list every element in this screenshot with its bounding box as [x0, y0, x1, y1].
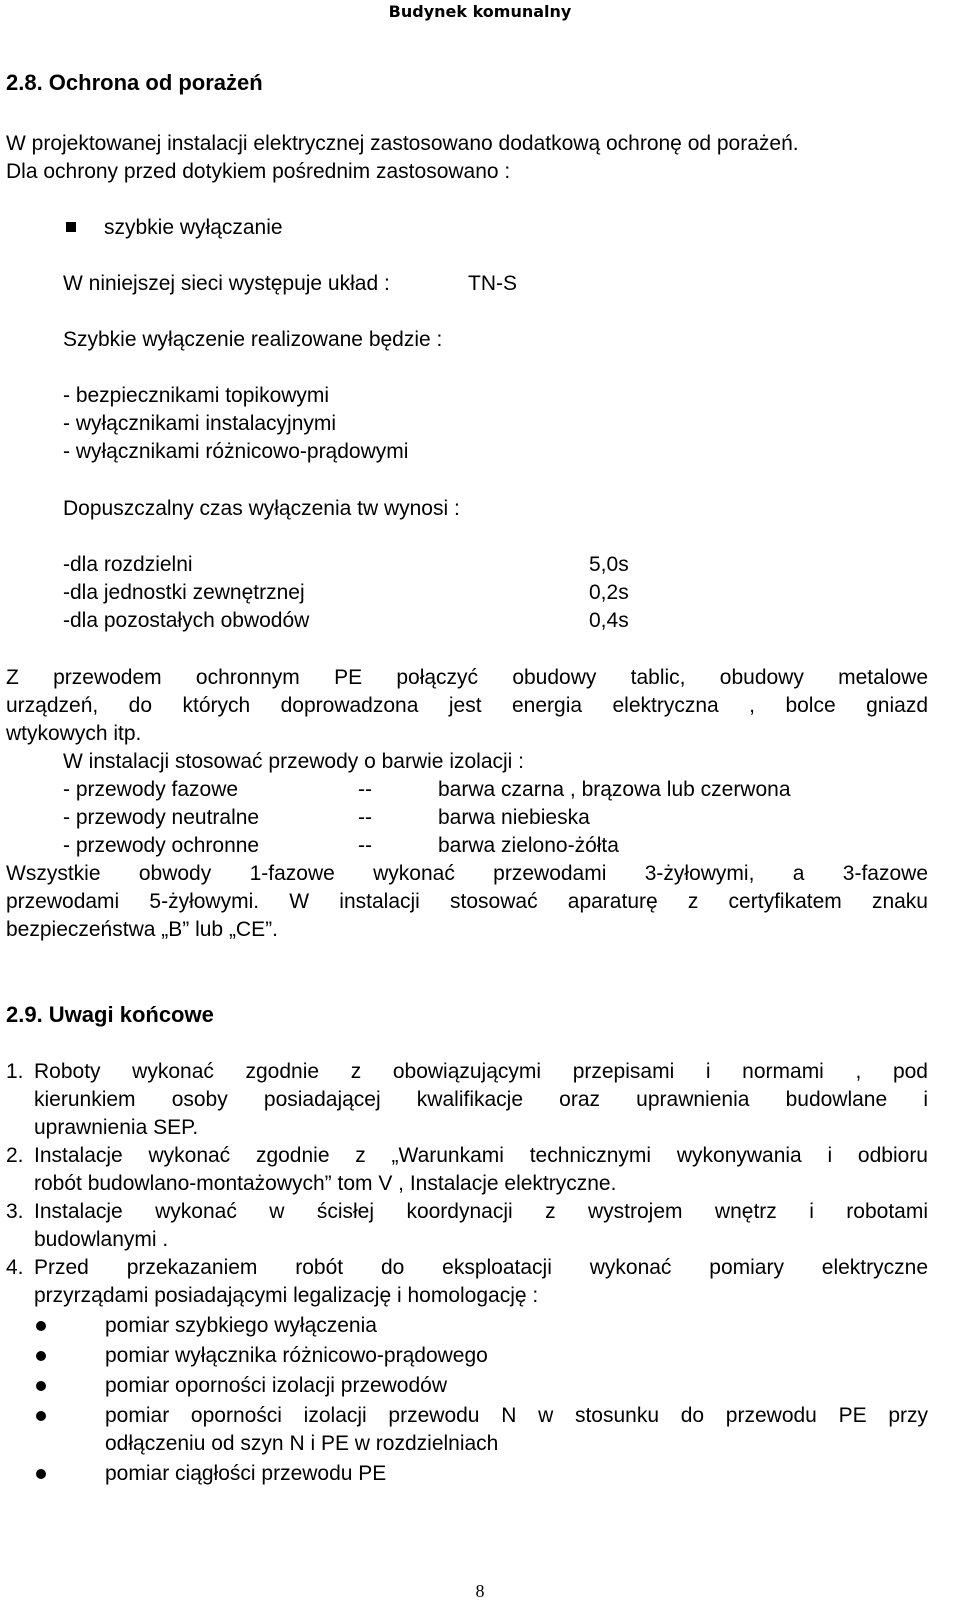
round-bullet-icon	[36, 1411, 46, 1421]
item-line: robót budowlano-montażowych” tom V , Instalacje elektryczne.	[34, 1172, 617, 1195]
time-row-value: 0,4s	[589, 609, 629, 632]
item-number: 2.	[6, 1144, 24, 1167]
time-row-label: -dla rozdzielni	[63, 553, 193, 576]
round-bullet-icon	[36, 1321, 46, 1331]
wire-color: barwa zielono-żółta	[438, 834, 619, 857]
item-line: Roboty wykonać zgodnie z obowiązującymi przepisami i normami , pod	[34, 1060, 928, 1083]
wire-color: barwa czarna , brązowa lub czerwona	[438, 778, 791, 801]
fast-off-item: - wyłącznikami różnicowo-prądowymi	[63, 440, 409, 463]
time-row-value: 5,0s	[589, 553, 629, 576]
item-number: 3.	[6, 1200, 24, 1223]
item-line: budowlanymi .	[34, 1228, 169, 1251]
fast-off-item: - wyłącznikami instalacyjnymi	[63, 412, 337, 435]
wire-dash: --	[358, 834, 372, 857]
circuits-paragraph-line: bezpieczeństwa „B” lub „CE”.	[6, 918, 278, 941]
square-bullet-icon	[66, 222, 76, 232]
circuits-paragraph-line: przewodami 5-żyłowymi. W instalacji stosować aparaturę z certyfikatem znaku	[6, 890, 928, 913]
round-bullet-icon	[36, 1469, 46, 1479]
measurement-item: pomiar szybkiego wyłączenia	[105, 1314, 377, 1337]
page-number: 8	[475, 1581, 485, 1601]
item-line: przyrządami posiadającymi legalizację i homologację :	[34, 1284, 539, 1307]
section-heading-2-9: 2.9. Uwagi końcowe	[6, 1002, 214, 1027]
measurement-item: pomiar oporności izolacji przewodu N w stosunku do przewodu PE przy	[105, 1404, 928, 1427]
wire-name: - przewody ochronne	[63, 834, 260, 857]
measurement-item: pomiar ciągłości przewodu PE	[105, 1462, 387, 1485]
bullet-fast-off: szybkie wyłączanie	[104, 216, 283, 239]
item-line: kierunkiem osoby posiadającej kwalifikacje oraz uprawnienia budowlane i	[34, 1088, 928, 1111]
pe-paragraph-line: wtykowych itp.	[6, 722, 142, 745]
circuits-paragraph-line: Wszystkie obwody 1-fazowe wykonać przewodami 3-żyłowymi, a 3-fazowe	[6, 862, 928, 885]
time-row-value: 0,2s	[589, 581, 629, 604]
fast-off-item: - bezpiecznikami topikowymi	[63, 384, 330, 407]
item-line: Przed przekazaniem robót do eksploatacji wykonać pomiary elektryczne	[34, 1256, 928, 1279]
pe-paragraph-line: Z przewodem ochronnym PE połączyć obudowy tablic, obudowy metalowe	[6, 666, 928, 689]
system-label: W niniejszej sieci występuje układ :	[63, 272, 390, 295]
wire-dash: --	[358, 778, 372, 801]
time-row-label: -dla jednostki zewnętrznej	[63, 581, 305, 604]
document-header: Budynek komunalny	[388, 2, 572, 21]
wire-dash: --	[358, 806, 372, 829]
system-value: TN-S	[468, 272, 517, 295]
item-number: 4.	[6, 1256, 24, 1279]
fast-off-label: Szybkie wyłączenie realizowane będzie :	[63, 328, 443, 351]
round-bullet-icon	[36, 1381, 46, 1391]
round-bullet-icon	[36, 1351, 46, 1361]
intro-line-1: W projektowanej instalacji elektrycznej zastosowano dodatkową ochronę od porażeń.	[6, 132, 799, 155]
item-line: uprawnienia SEP.	[34, 1116, 199, 1139]
intro-line-2: Dla ochrony przed dotykiem pośrednim zastosowano :	[6, 160, 511, 183]
measurement-item-continuation: odłączeniu od szyn N i PE w rozdzielniach	[105, 1432, 499, 1455]
time-label: Dopuszczalny czas wyłączenia tw wynosi :	[63, 497, 460, 520]
wire-color: barwa niebieska	[438, 806, 590, 829]
pe-paragraph-line: urządzeń, do których doprowadzona jest energia elektryczna , bolce gniazd	[6, 694, 928, 717]
wire-name: - przewody neutralne	[63, 806, 260, 829]
item-line: Instalacje wykonać w ścisłej koordynacji z wystrojem wnętrz i robotami	[34, 1200, 928, 1223]
measurement-item: pomiar oporności izolacji przewodów	[105, 1374, 447, 1397]
item-number: 1.	[6, 1060, 24, 1083]
colors-label: W instalacji stosować przewody o barwie izolacji :	[63, 750, 525, 773]
section-heading-2-8: 2.8. Ochrona od porażeń	[6, 70, 263, 95]
item-line: Instalacje wykonać zgodnie z „Warunkami technicznymi wykonywania i odbioru	[34, 1144, 928, 1167]
time-row-label: -dla pozostałych obwodów	[63, 609, 310, 632]
measurement-item: pomiar wyłącznika różnicowo-prądowego	[105, 1344, 488, 1367]
wire-name: - przewody fazowe	[63, 778, 239, 801]
